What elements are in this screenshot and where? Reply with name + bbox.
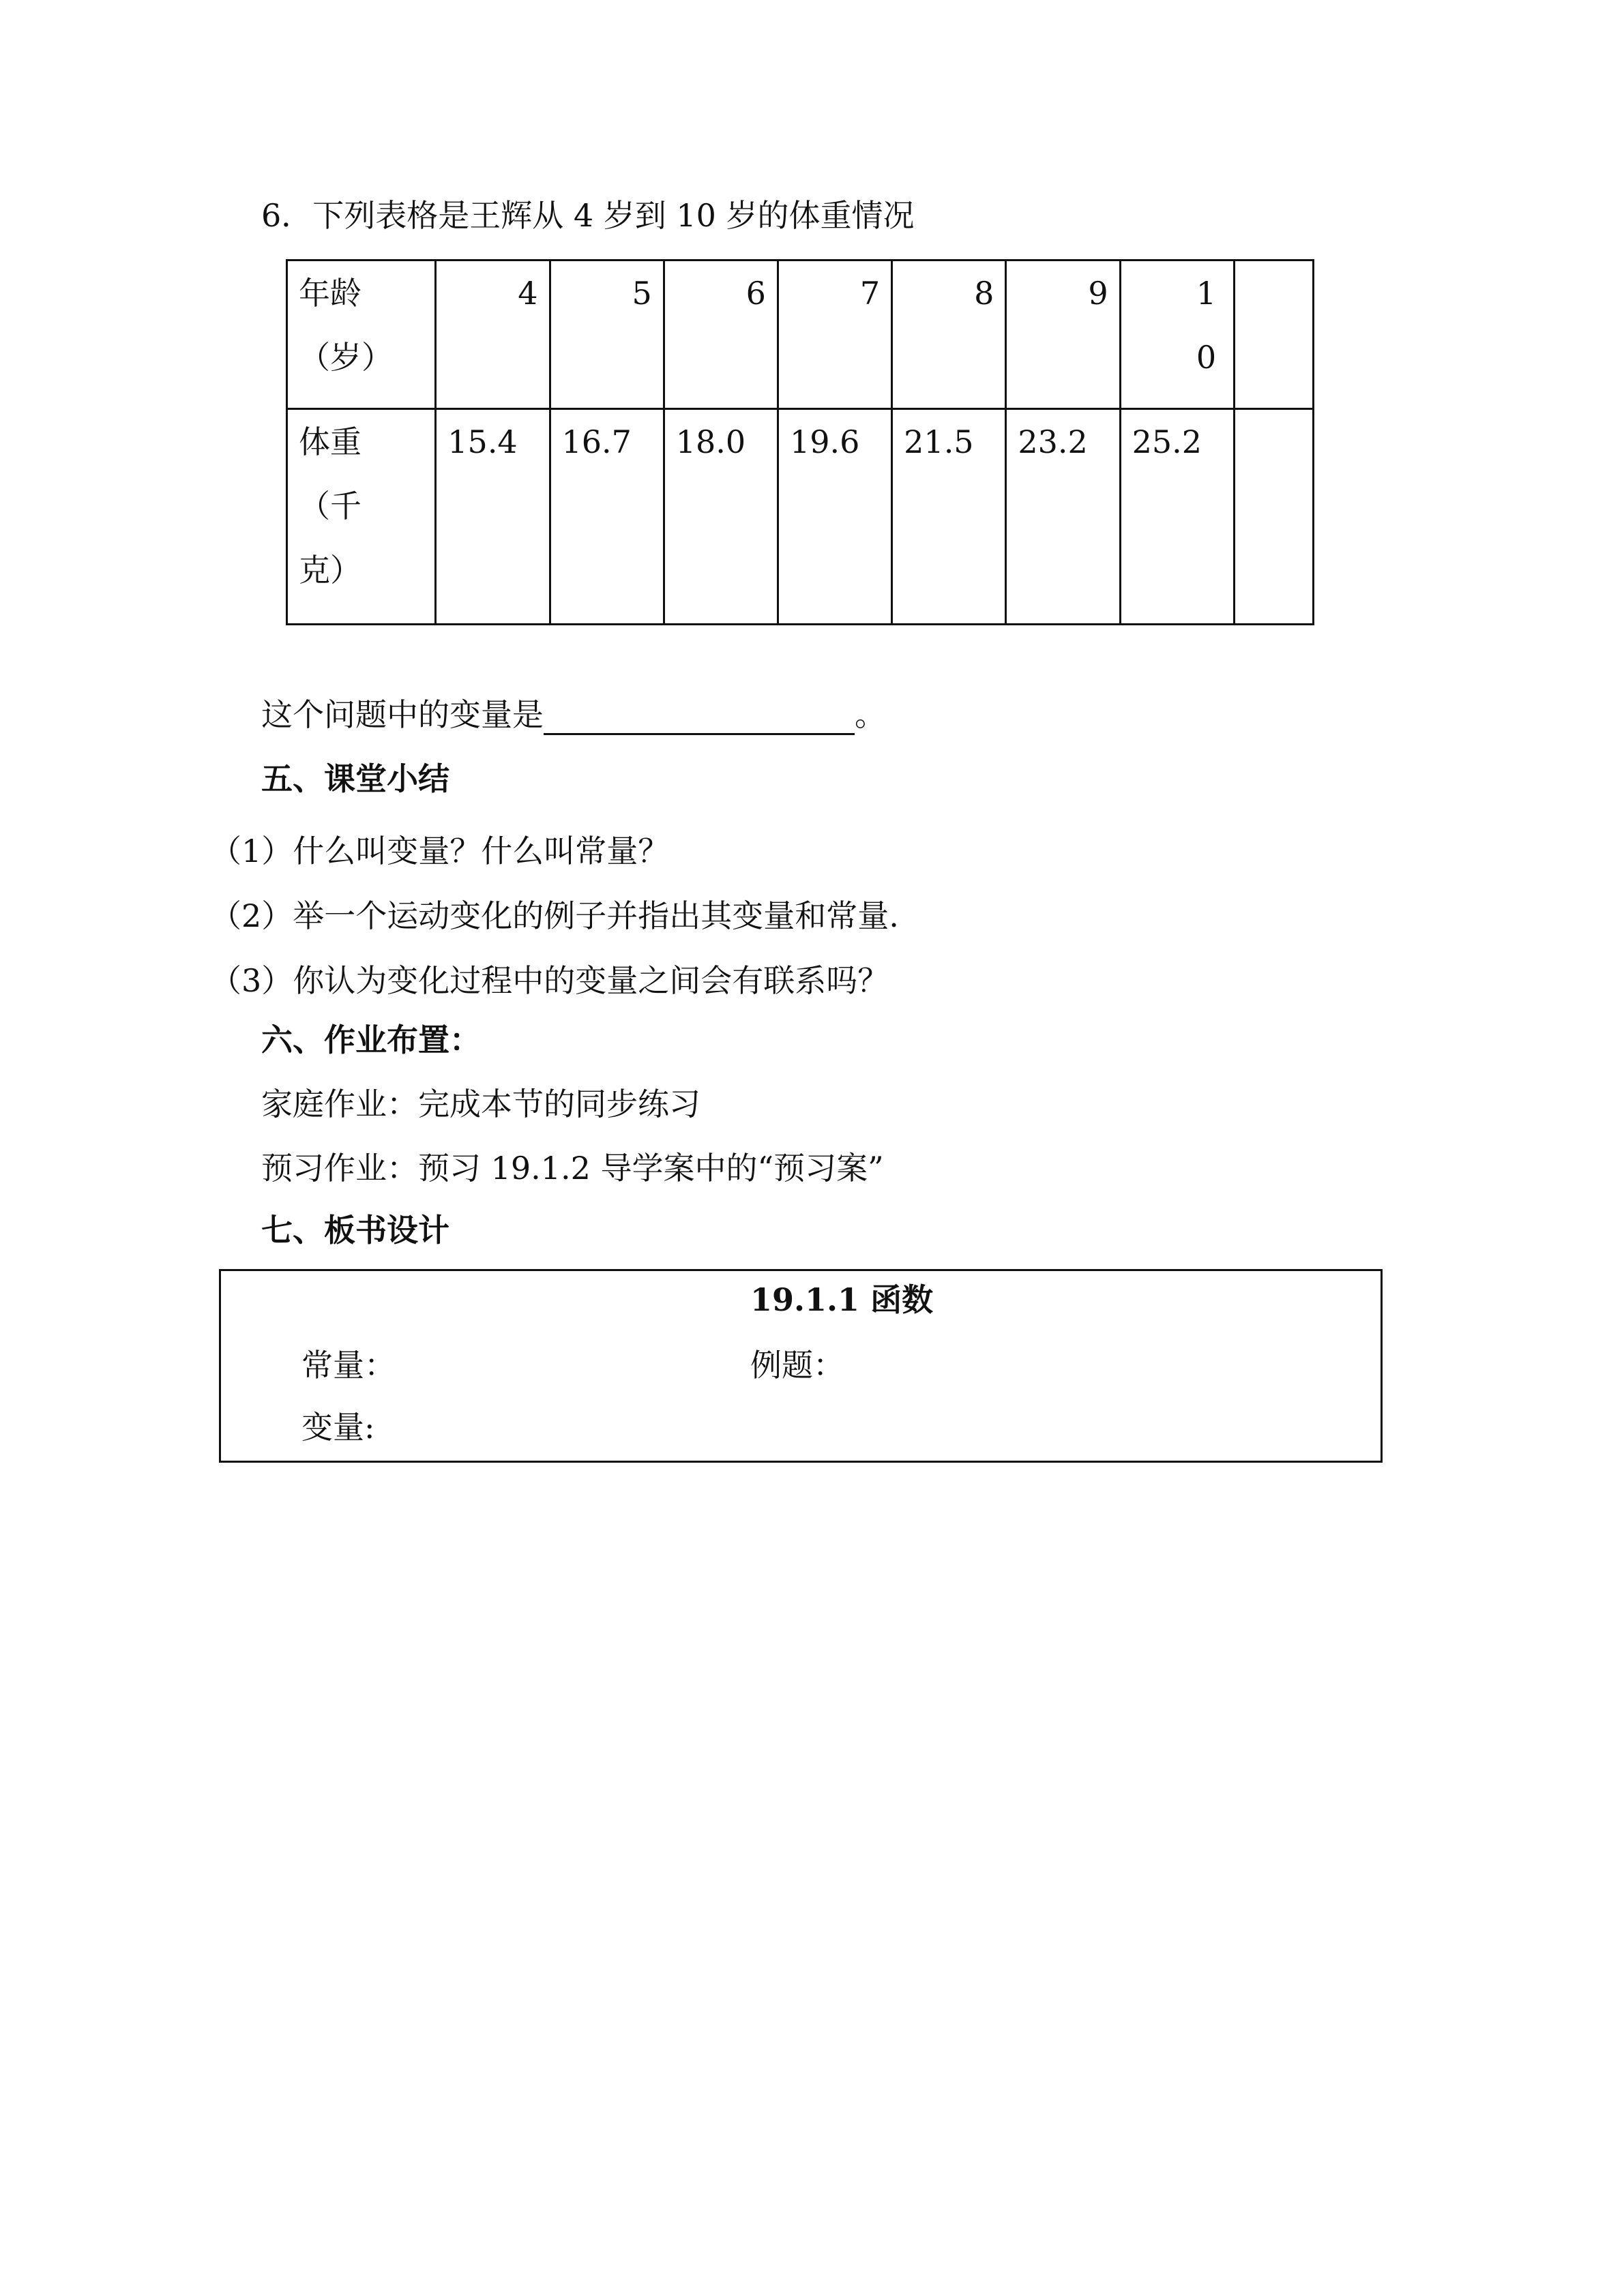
- board-constant-label: 常量：: [301, 1347, 396, 1384]
- table-cell-age-7: 7: [778, 260, 891, 409]
- table-cell-weight-10: 25.2: [1120, 409, 1234, 625]
- table-cell-weight-8: 21.5: [892, 409, 1006, 625]
- age-10-value: 10: [1196, 275, 1217, 376]
- board-variable-label: 变量:: [301, 1409, 375, 1446]
- table-cell-age-8: 8: [892, 260, 1006, 409]
- table-cell-age-4: 4: [436, 260, 550, 409]
- table-row-age: [287, 260, 1314, 409]
- summary-item-1: （1）什么叫变量？什么叫常量？: [210, 833, 670, 869]
- table-row-weight: [287, 409, 1314, 625]
- summary-item-3: （3）你认为变化过程中的变量之间会有联系吗？: [210, 962, 889, 999]
- board-example-label: 例题：: [750, 1347, 844, 1384]
- table-header-weight: [287, 409, 436, 625]
- table-cell-empty: [1234, 409, 1313, 625]
- section-7-heading: 七、板书设计: [261, 1212, 449, 1249]
- table-cell-age-5: 5: [550, 260, 664, 409]
- homework-line: 家庭作业：完成本节的同步练习: [261, 1086, 700, 1122]
- preview-line: 预习作业：预习 19.1.2 导学案中的“预习案”: [261, 1150, 884, 1187]
- weight-label: 体重（千克）: [299, 423, 361, 588]
- variable-prompt: 这个问题中的变量是: [261, 696, 544, 733]
- question-6-title: 6．下列表格是王辉从 4 岁到 10 岁的体重情况: [261, 197, 915, 234]
- variable-suffix: 。: [855, 696, 886, 733]
- board-title: 19.1.1 函数: [750, 1281, 934, 1318]
- table-cell-age-6: 6: [664, 260, 778, 409]
- table-cell-age-10: [1120, 260, 1234, 409]
- table-cell-weight-7: 19.6: [778, 409, 891, 625]
- section-6-heading: 六、作业布置：: [261, 1022, 481, 1058]
- table-cell-empty: [1234, 260, 1313, 409]
- table-cell-weight-9: 23.2: [1006, 409, 1120, 625]
- variable-question: [261, 694, 886, 735]
- section-5-heading: 五、课堂小结: [261, 760, 449, 797]
- table-cell-weight-5: 16.7: [550, 409, 664, 625]
- answer-blank: [544, 698, 855, 735]
- age-weight-table: [286, 259, 1314, 625]
- board-design-box: [219, 1269, 1383, 1463]
- table-cell-weight-4: 15.4: [436, 409, 550, 625]
- summary-item-2: （2）举一个运动变化的例子并指出其变量和常量.: [210, 897, 899, 934]
- table-header-age: 年龄（岁）: [287, 260, 436, 409]
- table-cell-weight-6: 18.0: [664, 409, 778, 625]
- table-cell-age-9: 9: [1006, 260, 1120, 409]
